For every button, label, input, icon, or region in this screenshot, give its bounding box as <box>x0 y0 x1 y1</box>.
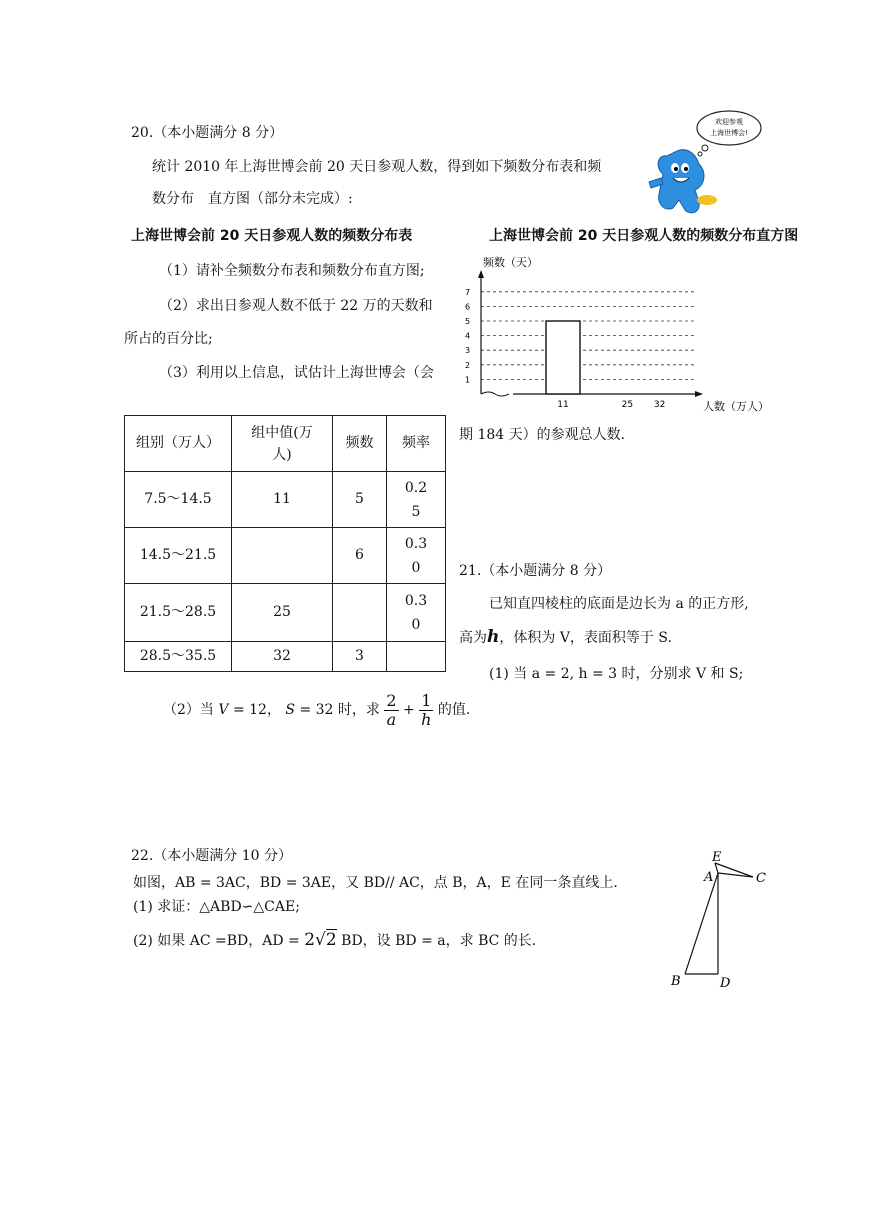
header-rate: 频率 <box>387 416 446 472</box>
y-tick-label: 1 <box>465 375 471 385</box>
table-header-row <box>125 416 446 472</box>
q20-task3-line1: （3）利用以上信息，试估计上海世博会（会 <box>159 365 434 381</box>
frac-num: 1 <box>421 690 432 710</box>
q22-number: 22.（本小题满分 10 分） <box>131 848 292 864</box>
q21-line2-b: ，体积为 V，表面积等于 S. <box>499 630 672 646</box>
var-h: h <box>487 627 500 647</box>
cell-group: 7.5～14.5 <box>125 472 232 528</box>
header-mid-line2: 人) <box>272 446 292 463</box>
cell-rate <box>387 528 446 584</box>
q22-part2-a: (2) 如果 AC =BD，AD = <box>133 933 300 949</box>
plus-sign: + <box>403 702 415 718</box>
y-axis-label: 频数（天） <box>483 256 538 269</box>
q21-line2-a: 高为 <box>459 630 487 646</box>
q20-intro-line2: 数分布 直方图（部分未完成）: <box>152 191 353 207</box>
frac-den: a <box>386 709 397 729</box>
table-title: 上海世博会前 20 天日参观人数的频数分布表 <box>131 228 413 244</box>
table-row <box>125 642 446 672</box>
fraction-2-over-a <box>384 692 398 729</box>
q21-line1: 已知直四棱柱的底面是边长为 a 的正方形, <box>489 596 749 612</box>
geometry-figure <box>665 845 775 995</box>
q20-intro-line1: 统计 2010 年上海世博会前 20 天日参观人数，得到如下频数分布表和频 <box>152 159 602 175</box>
axis-break <box>481 392 509 396</box>
part2-suffix: 的值. <box>437 702 471 718</box>
chart-title: 上海世博会前 20 天日参观人数的频数分布直方图 <box>489 228 799 244</box>
frac-num: 2 <box>386 690 397 710</box>
cell-freq <box>333 584 387 642</box>
q20-number: 20.（本小题满分 8 分） <box>131 125 284 141</box>
q20-task2-line1: （2）求出日参观人数不低于 22 万的天数和 <box>159 298 433 314</box>
header-group: 组别（万人） <box>125 416 232 472</box>
cell-freq: 6 <box>333 528 387 584</box>
cell-rate <box>387 642 446 672</box>
y-tick-label: 2 <box>465 360 471 370</box>
radical-coef: 2 <box>304 930 316 950</box>
q22-part2-b: BD，设 BD = a，求 BC 的长. <box>341 933 537 949</box>
q20-task2-line2: 所占的百分比; <box>124 331 213 347</box>
y-tick-label: 3 <box>465 346 471 356</box>
x-tick-label: 32 <box>653 400 666 410</box>
frac-den: h <box>421 709 432 729</box>
label-e: E <box>712 850 722 865</box>
y-tick-label: 7 <box>465 287 471 297</box>
cell-mid: 32 <box>232 642 333 672</box>
q22-part2 <box>133 930 536 950</box>
rate-part2: 5 <box>411 503 421 520</box>
var-s: S <box>285 702 295 718</box>
radical-radicand: 2 <box>325 930 337 950</box>
part2-prefix: （2）当 <box>163 702 214 718</box>
y-axis-arrow <box>478 270 484 278</box>
mascot-bubble-line2: 上海世博会! <box>710 129 748 137</box>
expo-mascot-image <box>645 108 765 218</box>
x-tick-label: 25 <box>621 400 634 410</box>
radical-2sqrt2: 2√2 <box>304 930 337 950</box>
cell-rate <box>387 584 446 642</box>
y-tick-label: 6 <box>465 302 471 312</box>
rate-part1: 0.3 <box>404 535 428 552</box>
q21-line2 <box>459 627 672 647</box>
table-row <box>125 584 446 642</box>
label-c: C <box>756 871 766 886</box>
y-tick-label: 5 <box>465 317 471 326</box>
cell-group: 28.5～35.5 <box>125 642 232 672</box>
label-b: B <box>671 974 681 989</box>
q22-part1: (1) 求证：△ABD∽△CAE; <box>133 899 300 915</box>
q21-part1: (1) 当 a = 2, h = 3 时，分别求 V 和 S; <box>489 666 744 682</box>
var-v: V <box>218 702 229 718</box>
header-mid-line1: 组中值(万 <box>251 424 313 441</box>
rate-part1: 0.3 <box>404 592 428 609</box>
x-axis-label: 人数（万人） <box>703 400 769 413</box>
x-tick-label: 11 <box>557 400 569 410</box>
q20-task1: （1）请补全频数分布表和频数分布直方图; <box>159 263 425 279</box>
header-midvalue <box>232 416 333 472</box>
label-a: A <box>704 870 714 885</box>
rate-part2: 0 <box>411 616 421 633</box>
label-d: D <box>720 976 731 991</box>
table-row <box>125 528 446 584</box>
header-frequency: 频数 <box>333 416 387 472</box>
q20-part2-formula <box>163 690 470 730</box>
histogram-bar <box>546 321 580 394</box>
table-row <box>125 472 446 528</box>
cell-mid <box>232 528 333 584</box>
fraction-1-over-h <box>419 692 433 729</box>
frequency-histogram <box>455 250 785 415</box>
cell-freq: 5 <box>333 472 387 528</box>
mascot-bubble-line1: 欢迎参观 <box>715 118 743 126</box>
cell-mid: 11 <box>232 472 333 528</box>
q22-line1: 如图，AB = 3AC，BD = 3AE，又 BD// AC，点 B，A，E 在同一条直线上. <box>133 875 618 891</box>
q21-number: 21.（本小题满分 8 分） <box>459 563 612 579</box>
q20-task3-line2: 期 184 天）的参观总人数. <box>459 427 626 443</box>
cell-group: 14.5～21.5 <box>125 528 232 584</box>
segment-ab <box>685 873 718 974</box>
eq2: = 32 时，求 <box>299 702 380 718</box>
frequency-table <box>124 415 446 672</box>
cell-mid: 25 <box>232 584 333 642</box>
eq1: = 12， <box>232 702 281 718</box>
y-tick-label: 4 <box>465 331 471 341</box>
rate-part2: 0 <box>411 559 421 576</box>
cell-group: 21.5～28.5 <box>125 584 232 642</box>
rate-part1: 0.2 <box>404 479 428 496</box>
cell-freq: 3 <box>333 642 387 672</box>
cell-rate <box>387 472 446 528</box>
x-axis-arrow <box>695 391 703 397</box>
